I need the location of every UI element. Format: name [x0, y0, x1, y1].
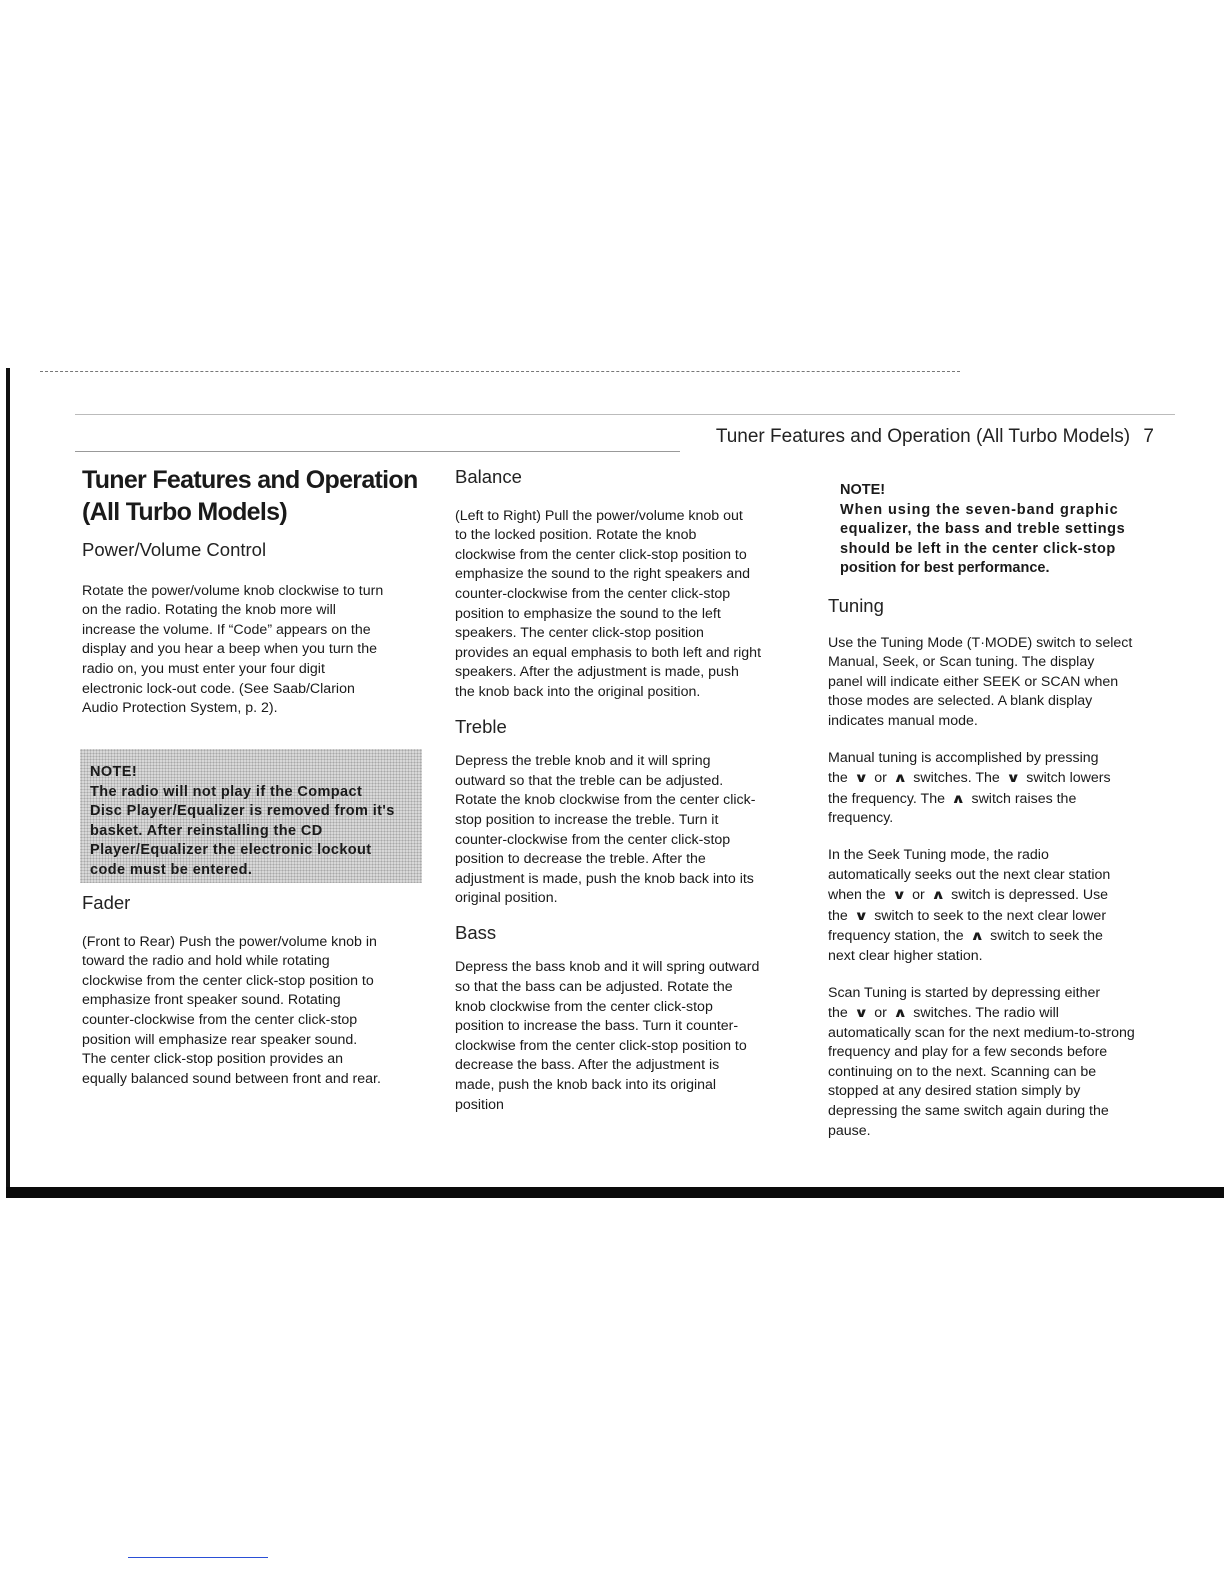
text-span: the frequency. The: [828, 790, 945, 807]
text-line: Depress the treble knob and it will spring: [455, 753, 711, 770]
text-line: depressing the same switch again during the: [828, 1103, 1109, 1120]
right-note: [840, 481, 1160, 579]
text-line: increase the volume. If “Code” appears on the: [82, 621, 371, 638]
text-line: so that the bass can be adjusted. Rotate the: [455, 979, 733, 996]
page-bottom-edge: [6, 1187, 1224, 1198]
down-arrow-icon: ∨: [891, 887, 906, 903]
up-arrow-icon: ∧: [892, 770, 908, 786]
header-lower-rule: [75, 451, 680, 452]
text-span: the: [828, 1005, 848, 1022]
up-arrow-icon: ∧: [969, 928, 985, 944]
text-line: [828, 906, 1170, 927]
text-line: adjustment is made, push the knob back into its: [455, 870, 754, 887]
text-line: original position.: [455, 890, 558, 907]
text-line: Depress the bass knob and it will spring outward: [455, 959, 760, 976]
scan-artifact-line: [128, 1557, 268, 1558]
tuning-heading: Tuning: [828, 595, 884, 616]
text-span: switch lowers: [1026, 770, 1111, 787]
balance-paragraph: [455, 507, 797, 703]
text-line: position to increase the bass. Turn it counter-: [455, 1018, 739, 1035]
text-span: switch is depressed. Use: [951, 887, 1109, 904]
text-span: switch raises the: [971, 790, 1077, 807]
note-line: equalizer, the bass and treble settings: [840, 521, 1126, 538]
text-line: electronic lock-out code. (See Saab/Clarion: [82, 680, 355, 697]
text-line: clockwise from the center click-stop position to: [455, 546, 747, 563]
text-span: or: [874, 770, 887, 787]
text-span: switch to seek to the next clear lower: [874, 907, 1107, 924]
note-line: code must be entered.: [90, 861, 253, 878]
note-line: Disc Player/Equalizer is removed from it's: [90, 803, 395, 820]
fader-heading: Fader: [82, 892, 131, 913]
fader-section: [82, 893, 424, 1089]
text-line: emphasize front speaker sound. Rotating: [82, 992, 341, 1009]
text-span: frequency station, the: [828, 928, 964, 945]
text-line: pause.: [828, 1122, 871, 1139]
top-rule-dashed: [40, 371, 960, 372]
middle-column: [455, 467, 797, 1115]
note-box-cd-player: [80, 749, 422, 883]
text-line: equally balanced sound between front and rear.: [82, 1070, 381, 1087]
text-line: automatically seeks out the next clear station: [828, 866, 1111, 883]
text-span: switches. The: [913, 770, 1000, 787]
text-line: position to emphasize the sound to the left: [455, 605, 721, 622]
note-line: basket. After reinstalling the CD: [90, 822, 323, 839]
text-line: on the radio. Rotating the knob more will: [82, 602, 336, 619]
tuning-paragraph-seek: [828, 846, 1170, 967]
text-line: The center click-stop position provides an: [82, 1051, 344, 1068]
text-line: frequency.: [828, 810, 894, 827]
fader-paragraph: [82, 933, 424, 1090]
balance-heading: Balance: [455, 466, 522, 487]
text-line: emphasize the sound to the right speakers and: [455, 566, 750, 583]
text-line: continuing on to the next. Scanning can be: [828, 1063, 1097, 1080]
text-line: (Front to Rear) Push the power/volume knob in: [82, 933, 377, 950]
bass-heading: Bass: [455, 921, 497, 943]
text-line: next clear higher station.: [828, 947, 983, 964]
note-line: should be left in the center click-stop: [840, 540, 1116, 557]
up-arrow-icon: ∧: [951, 790, 966, 806]
text-line: Audio Protection System, p. 2).: [82, 700, 278, 717]
text-line: automatically scan for the next medium-to-strong: [828, 1024, 1135, 1041]
down-arrow-icon: ∨: [853, 770, 869, 786]
power-volume-heading: Power/Volume Control: [82, 539, 267, 560]
text-line: stopped at any desired station simply by: [828, 1083, 1081, 1100]
tuning-paragraph-manual: [828, 749, 1170, 829]
header-upper-rule: [75, 414, 1175, 415]
text-line: clockwise from the center click-stop position to: [455, 1037, 747, 1054]
note-line: When using the seven-band graphic: [840, 501, 1119, 518]
text-span: the: [828, 907, 848, 924]
note-line: Player/Equalizer the electronic lockout: [90, 842, 372, 859]
text-span: or: [912, 887, 925, 904]
note-line: The radio will not play if the Compact: [90, 783, 363, 800]
text-line: Manual tuning is accomplished by pressing: [828, 749, 1099, 766]
text-line: made, push the knob back into its original: [455, 1077, 717, 1094]
text-line: [828, 789, 1170, 810]
text-line: counter-clockwise from the center click-stop: [82, 1011, 358, 1028]
text-line: indicates manual mode.: [828, 712, 978, 729]
text-line: knob clockwise from the center click-stop: [455, 998, 713, 1015]
text-line: outward so that the treble can be adjusted.: [455, 772, 724, 789]
page-edge-shadow: [6, 368, 10, 1198]
bass-paragraph: [455, 958, 797, 1115]
text-span: switch to seek the: [990, 928, 1103, 945]
note-label: NOTE!: [90, 764, 138, 780]
power-volume-paragraph: [82, 582, 424, 719]
text-line: radio on, you must enter your four digit: [82, 660, 325, 677]
down-arrow-icon: ∨: [853, 907, 869, 923]
text-line: counter-clockwise from the center click-stop: [455, 831, 731, 848]
text-span: switches. The radio will: [913, 1005, 1059, 1022]
up-arrow-icon: ∧: [892, 1005, 908, 1021]
text-span: or: [874, 1005, 887, 1022]
tuning-paragraph-scan: [828, 984, 1170, 1142]
text-span: when the: [828, 887, 886, 904]
text-line: Scan Tuning is started by depressing either: [828, 984, 1101, 1001]
text-line: to the locked position. Rotate the knob: [455, 527, 697, 544]
running-header: [716, 426, 1154, 448]
text-line: those modes are selected. A blank display: [828, 693, 1093, 710]
text-line: provides an equal emphasis to both left and right: [455, 644, 762, 661]
text-line: toward the radio and hold while rotating: [82, 953, 330, 970]
left-column: [82, 464, 424, 719]
text-line: stop position to increase the treble. Turn it: [455, 811, 719, 828]
text-line: Rotate the power/volume knob clockwise to turn: [82, 582, 384, 599]
text-line: decrease the bass. After the adjustment is: [455, 1057, 720, 1074]
down-arrow-icon: ∨: [853, 1005, 869, 1021]
tuning-paragraph-1: [828, 634, 1170, 732]
text-line: Manual, Seek, or Scan tuning. The display: [828, 654, 1095, 671]
page-title-line-1: Tuner Features and Operation: [82, 466, 418, 494]
text-line: In the Seek Tuning mode, the radio: [828, 846, 1049, 863]
up-arrow-icon: ∧: [930, 887, 946, 903]
right-column: [828, 596, 1170, 1141]
text-line: counter-clockwise from the center click-stop: [455, 585, 731, 602]
text-line: Rotate the knob clockwise from the center click-: [455, 792, 756, 809]
text-line: position to decrease the treble. After the: [455, 851, 706, 868]
treble-paragraph: [455, 752, 797, 909]
text-line: clockwise from the center click-stop position to: [82, 972, 374, 989]
text-line: [828, 926, 1170, 947]
text-line: the knob back into the original position.: [455, 683, 701, 700]
text-line: [828, 768, 1170, 789]
text-line: speakers. The center click-stop position: [455, 625, 704, 642]
text-span: the: [828, 770, 848, 787]
text-line: display and you hear a beep when you turn the: [82, 641, 377, 658]
text-line: position will emphasize rear speaker sound.: [82, 1031, 358, 1048]
treble-heading: Treble: [455, 715, 507, 737]
note-line: position for best performance.: [840, 560, 1050, 577]
text-line: panel will indicate either SEEK or SCAN when: [828, 673, 1119, 690]
page-number: 7: [1143, 426, 1154, 447]
header-title: Tuner Features and Operation (All Turbo Models): [715, 426, 1131, 447]
text-line: position: [455, 1096, 504, 1113]
note-label: NOTE!: [840, 482, 886, 498]
text-line: Use the Tuning Mode (T·MODE) switch to select: [828, 634, 1133, 651]
page-title: [82, 464, 424, 528]
text-line: speakers. After the adjustment is made, push: [455, 664, 739, 681]
text-line: (Left to Right) Pull the power/volume knob out: [455, 507, 743, 524]
down-arrow-icon: ∨: [1005, 770, 1021, 786]
text-line: frequency and play for a few seconds before: [828, 1044, 1108, 1061]
page-title-line-2: (All Turbo Models): [82, 498, 287, 526]
text-line: [828, 885, 1170, 906]
text-line: [828, 1003, 1170, 1024]
